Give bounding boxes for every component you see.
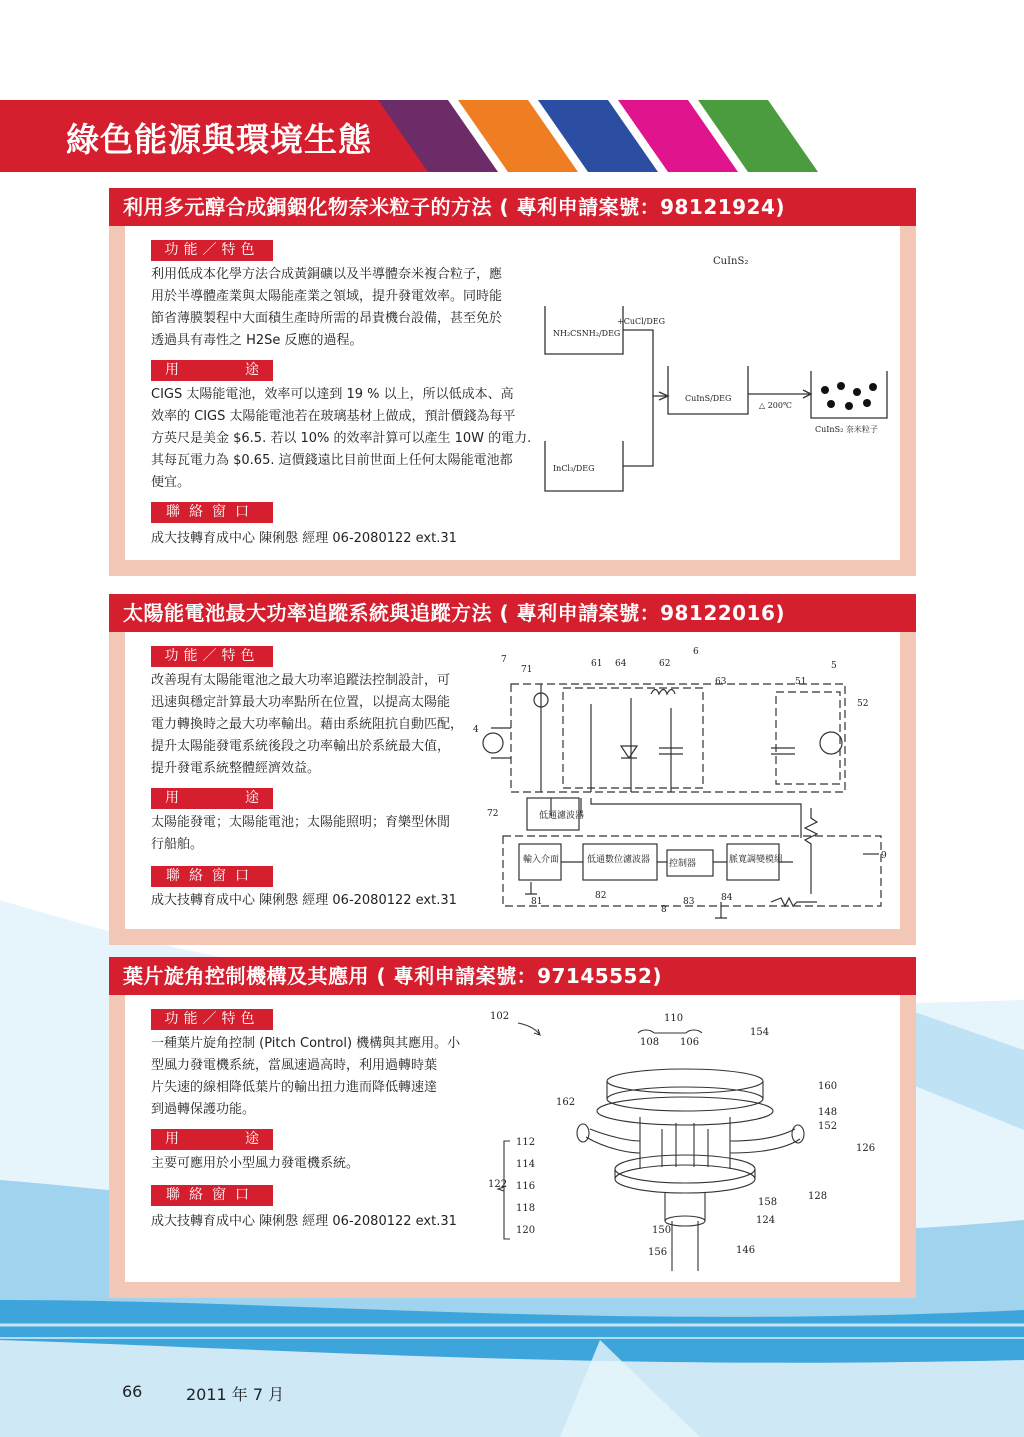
contact-tag: 聯絡窗口: [151, 866, 273, 887]
ref-label: 156: [648, 1247, 668, 1258]
card-title: 利用多元醇合成銅銦化物奈米粒子的方法 ( 專利申請案號：98121924): [109, 188, 916, 226]
ref-label: 124: [756, 1215, 776, 1226]
ref-label: 61: [591, 659, 603, 669]
box-lowpass-filter: 低通濾波器: [539, 811, 585, 821]
ref-label: 148: [818, 1107, 838, 1118]
beaker-2-label: InCl₃/DEG: [553, 464, 595, 473]
contact-text: 成大技轉育成中心 陳俐慇 經理 06-2080122 ext.31: [151, 1214, 457, 1229]
ref-label: 9: [881, 851, 887, 861]
usage-tag: 用 途: [151, 788, 273, 809]
box-digital-filter: 低通數位濾波器: [587, 855, 651, 865]
function-text: 利用低成本化學方法合成黃銅礦以及半導體奈米複合粒子，應 用於半導體產業與太陽能產業之領域，提升發電效率。同時能 節省薄膜製程中大面積生產時所需的昂貴機台設備，甚至免於 透過具有毒性之 H2Se 反應的過程。: [151, 267, 503, 348]
section-title: 綠色能源與環境生態: [66, 120, 372, 159]
ref-label: 64: [615, 659, 627, 669]
beaker-1-label: NH₂CSNH₂/DEG: [553, 329, 621, 338]
contact-tag: 聯絡窗口: [151, 1185, 273, 1206]
ref-label: 51: [795, 677, 807, 687]
ref-label: 71: [521, 665, 533, 675]
box-input-interface: 輸入介面: [523, 855, 560, 865]
contact-tag: 聯絡窗口: [151, 502, 273, 523]
ref-label: 158: [758, 1197, 778, 1208]
usage-tag: 用 途: [151, 1129, 273, 1150]
ref-label: 126: [856, 1143, 876, 1154]
box-controller: 控制器: [669, 859, 697, 869]
contact-text: 成大技轉育成中心 陳俐慇 經理 06-2080122 ext.31: [151, 531, 457, 546]
ref-label: 82: [595, 891, 607, 901]
function-tag: 功能／特色: [151, 1009, 273, 1030]
ref-label: 146: [736, 1245, 756, 1256]
patent-card-1: [109, 188, 916, 576]
mppt-circuit-diagram: [471, 648, 891, 920]
function-text: 改善現有太陽能電池之最大功率追蹤法控制設計，可 迅速與穩定計算最大功率點所在位置，以提高太陽能 電力轉換時之最大功率輸出。藉由系統阻抗自動匹配， 提升太陽能發電系統後段之功率輸出於系統最大值， 提升發電系統整體經濟效益。: [151, 673, 464, 776]
usage-text: CIGS 太陽能電池，效率可以達到 19 % 以上，所以低成本、高 效率的 CIGS 太陽能電池若在玻璃基材上做成，預計價錢為每平 方英尺是美金 $6.5. 若以 10% 的效率計算可以產生 10W 的電力. 其每瓦電力為 $0.65. 這價錢遠比目前世面上任何太陽能電池都 便宜。: [151, 387, 532, 490]
patent-card-2: [109, 594, 916, 945]
ref-label: 81: [531, 897, 543, 907]
addition-label: +CuCl/DEG: [617, 317, 665, 326]
card-title: 太陽能電池最大功率追蹤系統與追蹤方法 ( 專利申請案號：98122016): [109, 594, 916, 632]
ref-label: 112: [516, 1137, 536, 1148]
ref-label: 63: [715, 677, 727, 687]
ref-label: 84: [721, 893, 733, 903]
ref-label: 108: [640, 1037, 660, 1048]
usage-text: 太陽能發電；太陽能電池；太陽能照明；育樂型休閒 行船舶。: [151, 815, 451, 852]
ref-label: 4: [473, 725, 479, 735]
product-label: CuInS₂ 奈米粒子: [815, 425, 878, 434]
ref-label: 120: [516, 1225, 536, 1236]
ref-label: 8: [661, 905, 667, 915]
ref-label: 162: [556, 1097, 576, 1108]
issue-date: 2011 年 7 月: [186, 1385, 285, 1404]
ref-label: 152: [818, 1121, 838, 1132]
card-body: [125, 632, 900, 929]
ref-label: 72: [487, 809, 499, 819]
ref-label: 150: [652, 1225, 672, 1236]
card-title: 葉片旋角控制機構及其應用 ( 專利申請案號：97145552): [109, 957, 916, 995]
ref-label: 116: [516, 1181, 536, 1192]
ref-label: 83: [683, 897, 695, 907]
function-text: 一種葉片旋角控制 (Pitch Control) 機構與其應用。小 型風力發電機系統，當風速過高時，利用過轉時葉 片失速的線相降低葉片的輸出扭力進而降低轉速達 到過轉保護功能。: [151, 1036, 461, 1117]
ref-label: 5: [831, 661, 837, 671]
ref-label: 6: [693, 647, 699, 657]
synthesis-diagram: [535, 246, 890, 496]
contact-text: 成大技轉育成中心 陳俐慇 經理 06-2080122 ext.31: [151, 893, 457, 908]
pitch-control-mechanism-drawing: [490, 1009, 890, 1279]
patent-card-3: [109, 957, 916, 1298]
ref-label: 102: [490, 1011, 510, 1022]
ref-label: 118: [516, 1203, 536, 1214]
usage-tag: 用 途: [151, 360, 273, 381]
ref-label: 110: [664, 1013, 684, 1024]
ref-label: 62: [659, 659, 671, 669]
function-tag: 功能／特色: [151, 240, 273, 261]
ref-label: 128: [808, 1191, 828, 1202]
ref-label: 52: [857, 699, 869, 709]
page-number: 66: [122, 1382, 143, 1401]
ref-label: 154: [750, 1027, 770, 1038]
ref-label: 106: [680, 1037, 700, 1048]
card-body: [125, 226, 900, 560]
card-body: [125, 995, 900, 1282]
heat-label: △ 200℃: [759, 401, 792, 410]
box-pwm-module: 脈寬調變模組: [729, 855, 784, 865]
ref-label: 122: [488, 1179, 508, 1190]
figure-top-label: CuInS₂: [713, 256, 749, 267]
ref-label: 160: [818, 1081, 838, 1092]
ref-label: 114: [516, 1159, 536, 1170]
function-tag: 功能／特色: [151, 646, 273, 667]
beaker-3-label: CuInS/DEG: [685, 394, 732, 403]
usage-text: 主要可應用於小型風力發電機系統。: [151, 1156, 360, 1171]
ref-label: 7: [501, 655, 507, 665]
